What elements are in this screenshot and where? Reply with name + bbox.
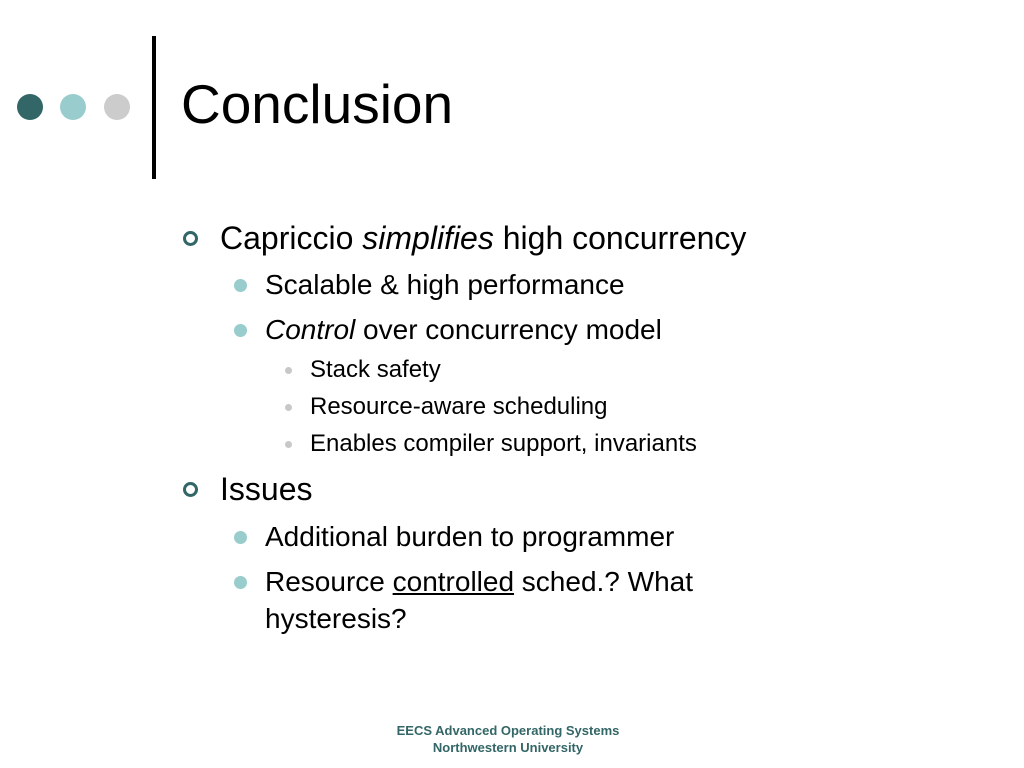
ring-bullet-icon: [183, 231, 198, 246]
bullet-resource-controlled: [265, 563, 693, 637]
bullet-resource-aware: [310, 392, 608, 422]
bullet-text-prefix: Capriccio: [220, 220, 363, 256]
bullet-text: Additional burden to programmer: [265, 521, 675, 552]
bullet-text-continuation: hysteresis?: [265, 603, 407, 634]
bullet-scalable: [265, 266, 625, 303]
bullet-text-emphasis: simplifies: [362, 220, 494, 256]
bullet-text-prefix: Resource: [265, 566, 393, 597]
bullet-text: Stack safety: [310, 356, 441, 383]
bullet-capriccio: [220, 219, 746, 257]
small-dot-bullet-icon: [285, 404, 292, 411]
bullet-text: Issues: [220, 471, 313, 507]
bullet-compiler-support: [310, 429, 697, 459]
title-dot-gray: [104, 94, 130, 120]
bullet-control: [265, 311, 662, 348]
bullet-burden: [265, 518, 674, 555]
small-dot-bullet-icon: [285, 367, 292, 374]
bullet-text: Enables compiler support, invariants: [310, 430, 697, 457]
title-dot-dark: [17, 94, 43, 120]
dot-bullet-icon: [234, 324, 247, 337]
bullet-stack-safety: [310, 355, 441, 385]
title-dot-light: [60, 94, 86, 120]
bullet-text: Resource-aware scheduling: [310, 393, 608, 420]
footer-university: Northwestern University: [432, 740, 584, 755]
bullet-text: Scalable & high performance: [265, 269, 625, 300]
bullet-text-suffix: sched.? What: [514, 566, 694, 597]
bullet-issues: [220, 470, 312, 508]
title-divider: [152, 36, 156, 179]
small-dot-bullet-icon: [285, 441, 292, 448]
bullet-text-suffix: over concurrency model: [355, 314, 662, 345]
slide-footer: [360, 722, 656, 756]
slide-title: Conclusion: [181, 73, 454, 135]
dot-bullet-icon: [234, 576, 247, 589]
ring-bullet-icon: [183, 482, 198, 497]
dot-bullet-icon: [234, 531, 247, 544]
bullet-text-emphasis: Control: [265, 314, 356, 345]
footer-course: EECS Advanced Operating Systems: [396, 723, 620, 738]
bullet-text-underlined: controlled: [392, 566, 515, 597]
dot-bullet-icon: [234, 279, 247, 292]
bullet-text-suffix: high concurrency: [493, 220, 747, 256]
